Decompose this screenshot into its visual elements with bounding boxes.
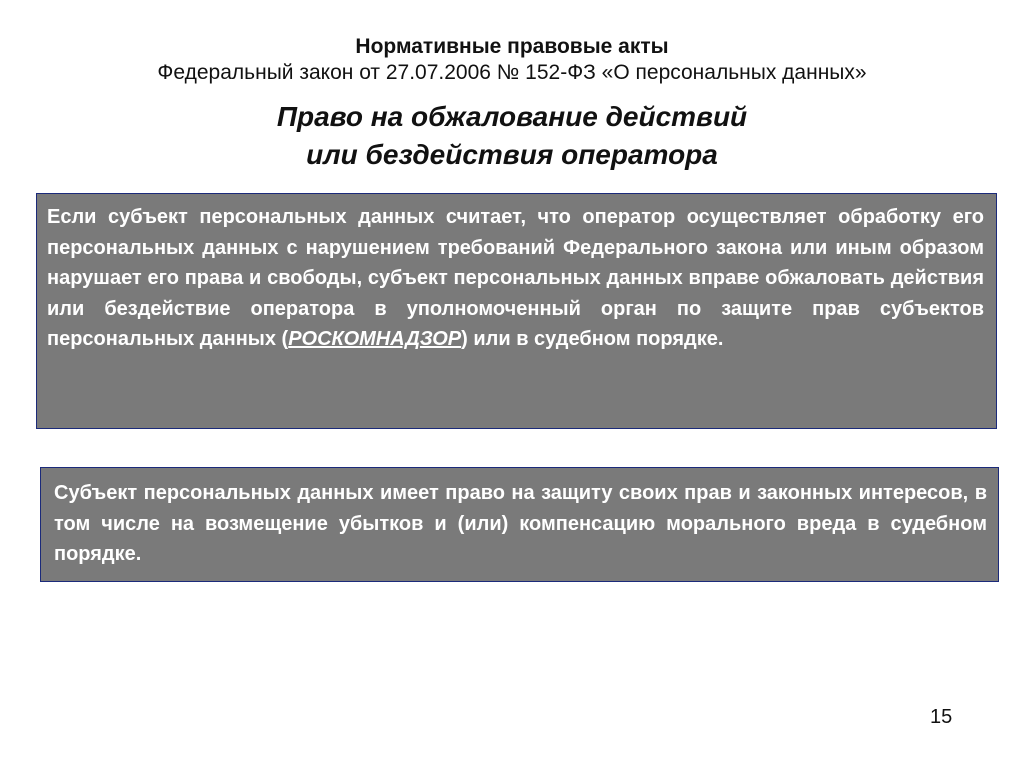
appeal-rights-box bbox=[36, 193, 997, 429]
section-heading-line-2: или бездействия оператора bbox=[306, 139, 718, 170]
compensation-rights-text: Субъект персональных данных имеет право на защиту своих прав и законных интересов, в том числе на возмещение убытков и (или) компенсацию морального вреда в судебном порядке. bbox=[54, 482, 987, 565]
slide-subtitle: Федеральный закон от 27.07.2006 № 152-ФЗ «О персональных данных» bbox=[157, 61, 867, 84]
page-number: 15 bbox=[930, 706, 953, 728]
appeal-rights-text-start: Если субъект персональных данных считает, что оператор осуществляет обработку его персональных данных с нарушением требований Федерального закона или иным образом нарушает его права и свободы, субъект персональных данных вправе обжаловать действия или бездействие оператора в уполномоченный орган по защите прав субъектов персональных данных ( bbox=[47, 206, 984, 350]
slide-title: Нормативные правовые акты bbox=[355, 35, 669, 58]
section-heading-line-1: Право на обжалование действий bbox=[276, 101, 748, 132]
roskomnadzor-link[interactable]: РОСКОМНАДЗОР bbox=[288, 328, 462, 350]
section-heading bbox=[0, 98, 1024, 174]
appeal-rights-text-end: ) или в судебном порядке. bbox=[461, 328, 724, 350]
compensation-rights-box bbox=[40, 467, 999, 582]
slide-header bbox=[0, 34, 1024, 86]
